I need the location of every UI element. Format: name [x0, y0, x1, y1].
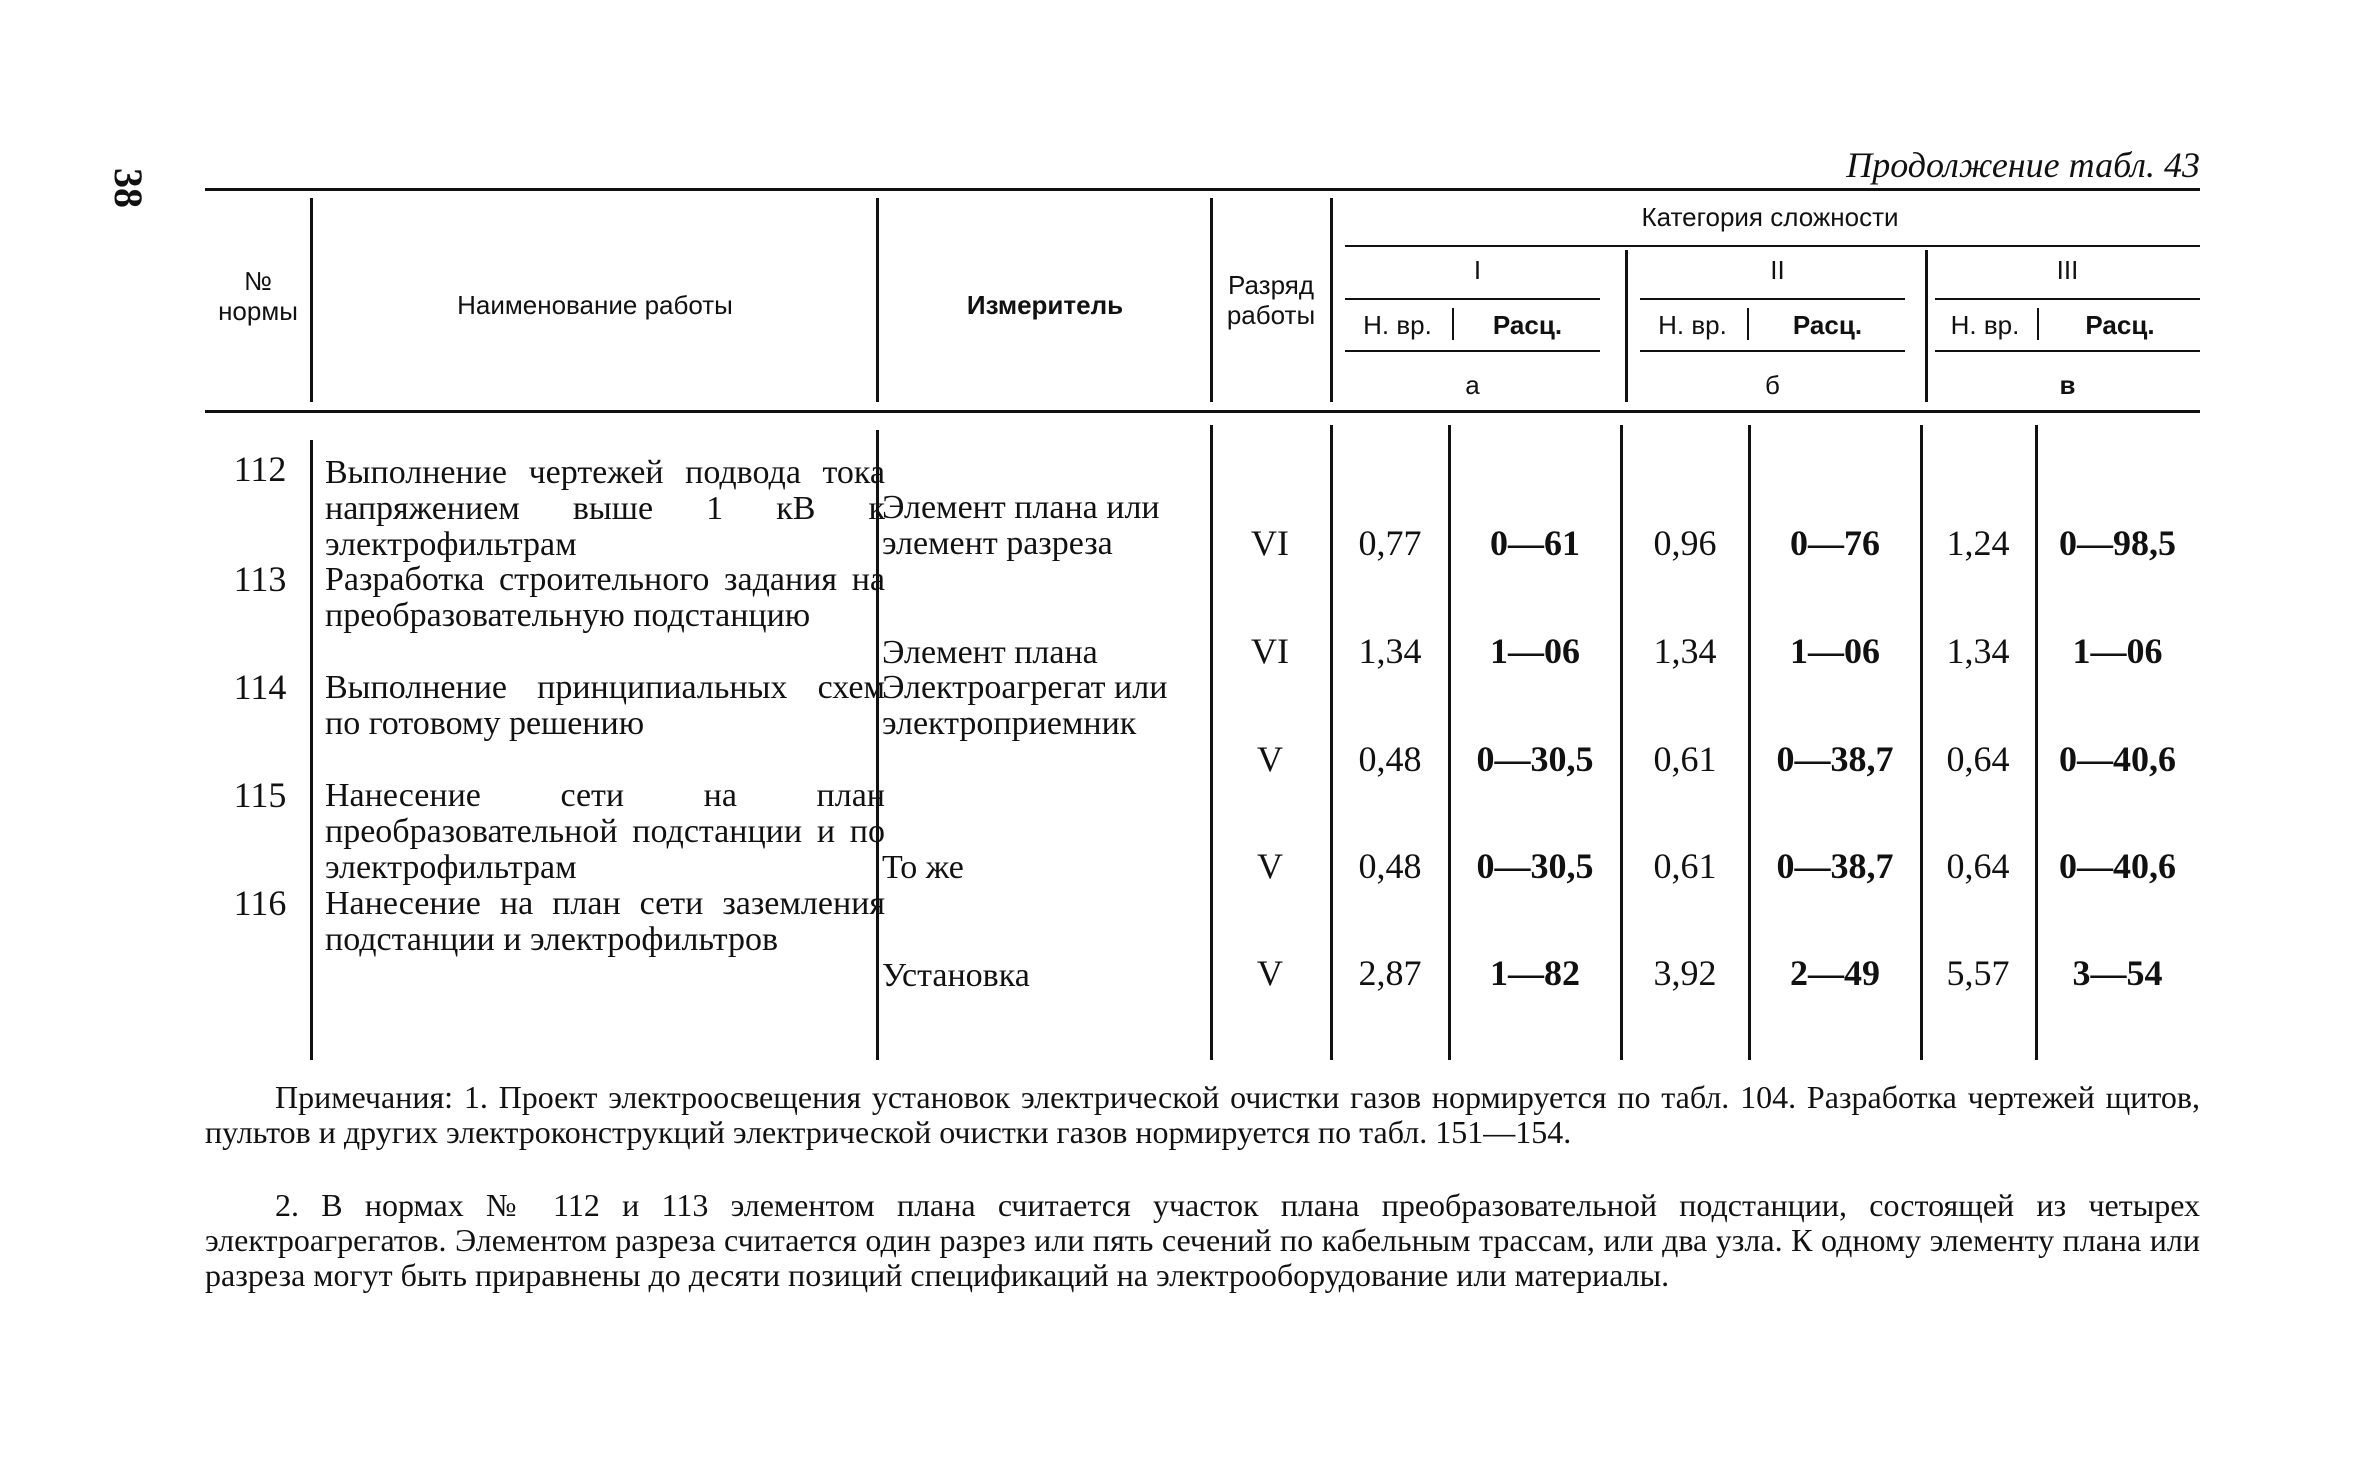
row-work: Нанесение на план сети заземления подстанции и электрофильтров — [325, 885, 885, 958]
header-letter-b: б — [1765, 370, 1780, 400]
note-1: Примечания: 1. Проект электроосвещения установок электрической очистки газов нормируется по табл. 104. Разработка чертежей щитов, пультов и других электроконструкций электрической очистки газов нормируется по табл. 151—154. — [205, 1079, 2200, 1150]
row-grade: VI — [1251, 523, 1289, 563]
header-hvr-2: Н. вр. — [1658, 310, 1727, 340]
hline — [1935, 298, 2200, 300]
header-unit: Измеритель — [966, 290, 1124, 320]
row-ii-hvr: 3,92 — [1653, 953, 1717, 993]
row-i-rasc: 0—30,5 — [1476, 739, 1594, 779]
table-continuation: Продолжение табл. 43 — [1846, 145, 2200, 185]
hline — [1640, 298, 1905, 300]
row-grade: VI — [1251, 631, 1289, 671]
row-i-rasc: 1—06 — [1490, 631, 1580, 671]
row-ii-rasc: 0—38,7 — [1776, 846, 1894, 886]
vline — [876, 198, 879, 402]
header-hvr-1: Н. вр. — [1363, 310, 1432, 340]
header-letter-a: а — [1465, 370, 1480, 400]
header-grade: Разряд работы — [1226, 270, 1316, 330]
row-num: 113 — [233, 559, 287, 599]
header-work: Наименование работы — [457, 290, 733, 320]
row-num: 116 — [233, 883, 287, 923]
row-iii-rasc: 0—40,6 — [2059, 739, 2176, 779]
row-i-rasc: 0—61 — [1490, 523, 1580, 563]
row-i-hvr: 1,34 — [1358, 631, 1422, 671]
row-iii-hvr: 1,34 — [1946, 631, 2010, 671]
row-i-rasc: 1—82 — [1490, 953, 1580, 993]
row-ii-rasc: 1—06 — [1790, 631, 1880, 671]
row-ii-hvr: 1,34 — [1653, 631, 1717, 671]
row-num: 114 — [233, 667, 287, 707]
header-rasc-1: Расц. — [1492, 310, 1563, 340]
row-iii-hvr: 1,24 — [1946, 523, 2010, 563]
hline — [1345, 350, 1600, 352]
row-iii-rasc: 1—06 — [2072, 631, 2163, 671]
row-ii-rasc: 2—49 — [1790, 953, 1880, 993]
row-grade: V — [1257, 739, 1283, 779]
row-work: Нанесение сети на план преобразовательной подстанции и по электрофильтрам — [325, 777, 885, 886]
hline — [1345, 245, 2200, 247]
row-work: Разработка строительного задания на преобразовательную подстанцию — [325, 561, 885, 634]
row-unit: Установка — [882, 957, 1030, 994]
row-unit: Элемент плана — [882, 634, 1098, 671]
row-num: 112 — [233, 449, 287, 489]
header-num: № нормы — [218, 266, 298, 326]
vline — [1625, 250, 1628, 402]
row-i-hvr: 2,87 — [1358, 953, 1422, 993]
row-ii-hvr: 0,61 — [1653, 739, 1717, 779]
row-ii-hvr: 0,61 — [1653, 846, 1717, 886]
row-grade: V — [1257, 846, 1283, 886]
row-unit: Электроагрегат или электроприемник — [882, 669, 1168, 742]
header-hvr-3: Н. вр. — [1950, 310, 2020, 340]
row-work: Выполнение принципиальных схем по готовому решению — [325, 669, 885, 742]
vline — [2037, 308, 2039, 340]
vline — [1925, 250, 1928, 402]
header-rule — [205, 410, 2200, 413]
row-iii-rasc: 0—98,5 — [2059, 523, 2176, 563]
header-cat-2: II — [1770, 255, 1785, 285]
row-iii-rasc: 3—54 — [2072, 953, 2163, 993]
vline — [310, 198, 313, 402]
header-category: Категория сложности — [1641, 202, 1899, 232]
vline — [1748, 425, 1751, 1060]
row-iii-rasc: 0—40,6 — [2059, 846, 2176, 886]
row-i-hvr: 0,48 — [1358, 739, 1422, 779]
vline — [1452, 308, 1454, 340]
hline — [1640, 350, 1905, 352]
row-num: 115 — [233, 775, 287, 815]
row-i-hvr: 0,48 — [1358, 846, 1422, 886]
header-rasc-2: Расц. — [1792, 310, 1863, 340]
hline — [1345, 298, 1600, 300]
row-i-rasc: 0—30,5 — [1476, 846, 1594, 886]
row-i-hvr: 0,77 — [1358, 523, 1422, 563]
vline — [1330, 198, 1333, 402]
row-grade: V — [1257, 953, 1283, 993]
hline — [1935, 350, 2200, 352]
header-rasc-3: Расц. — [2085, 310, 2155, 340]
vline — [310, 440, 313, 1060]
vline — [1620, 425, 1623, 1060]
note-2: 2. В нормах № 112 и 113 элементом плана считается участок плана преобразовательной подстанции, состоящей из четырех электроагрегатов. Элементом разреза считается один разрез или пять сечений по кабельным трассам, или два узла. К одному элементу плана или разреза могут быть приравнены до десяти позиций спецификаций на электрооборудование или материалы. — [205, 1187, 2200, 1293]
row-ii-rasc: 0—38,7 — [1776, 739, 1894, 779]
vline — [1747, 308, 1749, 340]
header-cat-1: I — [1473, 255, 1482, 285]
header-letter-v: в — [2059, 370, 2076, 400]
row-iii-hvr: 0,64 — [1946, 846, 2010, 886]
row-work: Выполнение чертежей подвода тока напряжением выше 1 кВ к электрофильтрам — [325, 454, 885, 563]
top-rule — [205, 188, 2200, 191]
row-unit: То же — [882, 849, 964, 886]
header-cat-3: III — [2056, 255, 2079, 285]
page-number: 38 — [106, 168, 151, 208]
row-ii-rasc: 0—76 — [1790, 523, 1880, 563]
row-iii-hvr: 5,57 — [1946, 953, 2010, 993]
row-ii-hvr: 0,96 — [1653, 523, 1717, 563]
row-iii-hvr: 0,64 — [1946, 739, 2010, 779]
row-unit: Элемент плана или элемент разреза — [882, 489, 1160, 562]
